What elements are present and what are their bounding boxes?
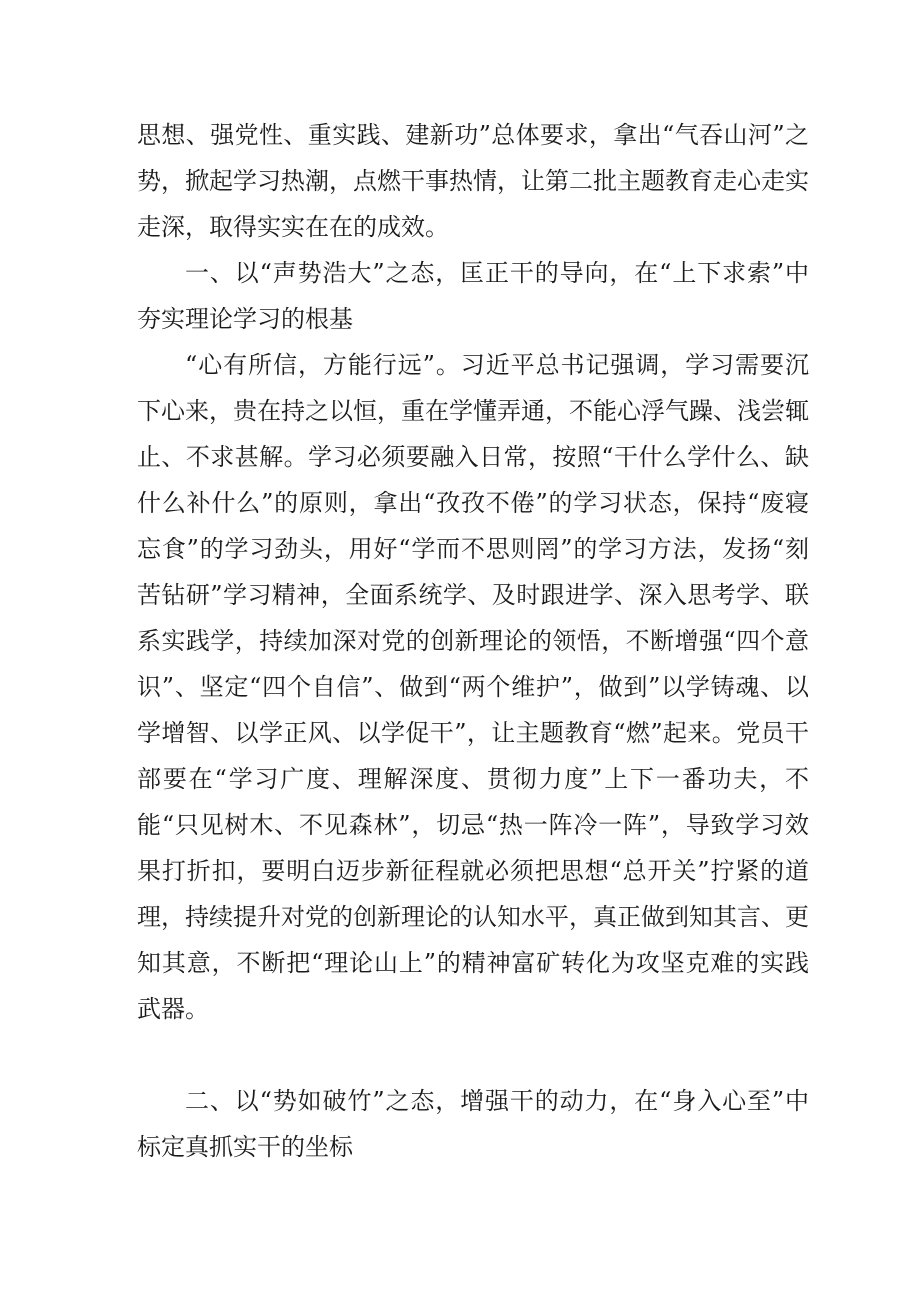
section-heading-1: 一、以“声势浩大”之态，匡正干的导向，在“上下求索”中夯实理论学习的根基 [137, 259, 809, 333]
section-heading-2: 二、以“势如破竹”之态，增强干的动力，在“身入心至”中标定真抓实干的坐标 [137, 1087, 809, 1161]
paragraph-continuation: 思想、强党性、重实践、建新功”总体要求，拿出“气吞山河”之势，掀起学习热潮，点燃干事热情，让第二批主题教育走心走实走深，取得实实在在的成效。 [137, 121, 809, 241]
paragraph-body: “心有所信，方能行远”。习近平总书记强调，学习需要沉下心来，贵在持之以恒，重在学懂弄通，不能心浮气躁、浅尝辄止、不求甚解。学习必须要融入日常，按照“干什么学什么、缺什么补什么”的原则，拿出“孜孜不倦”的学习状态，保持“废寝忘食”的学习劲头，用好“学而不思则罔”的学习方法，发扬“刻苦钻研”学习精神，全面系统学、及时跟进学、深入思考学、联系实践学，持续加深对党的创新理论的领悟，不断增强“四个意识”、坚定“四个自信”、做到“两个维护”，做到”以学铸魂、以学增智、以学正风、以学促干”，让主题教育“燃”起来。党员干部要在“学习广度、理解深度、贯彻力度”上下一番功夫，不能“只见树木、不见森林”，切忌“热一阵冷一阵”，导致学习效果打折扣，要明白迈步新征程就必须把思想“总开关”拧紧的道理，持续提升对党的创新理论的认知水平，真正做到知其言、更知其意，不断把“理论山上”的精神富矿转化为攻坚克难的实践武器。 [137, 351, 809, 1023]
